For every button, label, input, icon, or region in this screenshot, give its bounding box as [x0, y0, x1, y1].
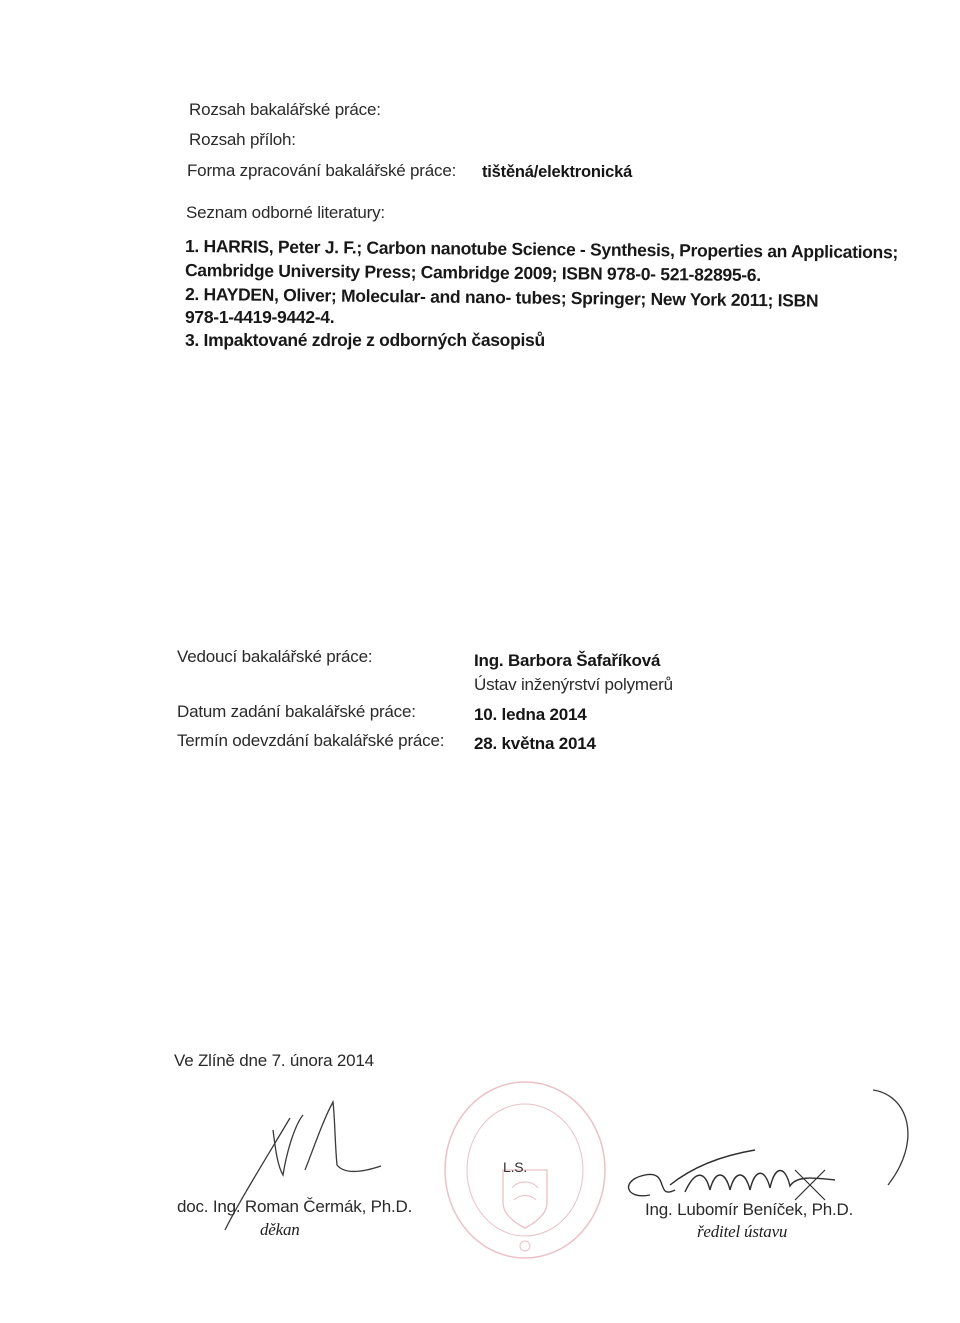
assigned-date-label: Datum zadání bakalářské práce: — [177, 702, 416, 721]
director-name: Ing. Lubomír Beníček, Ph.D. — [645, 1200, 854, 1219]
margin-bracket-mark — [868, 1085, 928, 1190]
thesis-scope-label: Rozsah bakalářské práce: — [189, 100, 381, 119]
form-value: tištěná/elektronická — [482, 163, 633, 181]
dean-title: děkan — [260, 1220, 300, 1239]
place-date: Ve Zlíně dne 7. února 2014 — [174, 1051, 374, 1070]
literature-heading: Seznam odborné literatury: — [186, 203, 385, 222]
stamp-ls-label: L.S. — [503, 1159, 528, 1175]
assigned-date-value: 10. ledna 2014 — [474, 705, 587, 724]
literature-line-2: Cambridge University Press; Cambridge 2009; ISBN 978-0- 521-82895-6. — [184, 260, 761, 286]
dean-name: doc. Ing. Roman Čermák, Ph.D. — [177, 1197, 413, 1216]
due-date-label: Termín odevzdání bakalářské práce: — [177, 731, 445, 750]
supervisor-institute: Ústav inženýrství polymerů — [474, 675, 673, 694]
appendix-scope-label: Rozsah příloh: — [189, 130, 296, 149]
director-title: ředitel ústavu — [697, 1222, 788, 1241]
literature-line-4: 978-1-4419-9442-4. — [185, 307, 335, 327]
due-date-value: 28. května 2014 — [474, 734, 596, 753]
literature-line-3: 2. HAYDEN, Oliver; Molecular- and nano- tubes; Springer; New York 2011; ISBN — [184, 284, 819, 311]
literature-line-5: 3. Impaktované zdroje z odborných časopisů — [185, 330, 545, 350]
supervisor-name: Ing. Barbora Šafaříková — [474, 651, 661, 670]
literature-line-1: 1. HARRIS, Peter J. F.; Carbon nanotube Science - Synthesis, Properties an Applications; — [184, 236, 899, 263]
form-label: Forma zpracování bakalářské práce: — [187, 161, 457, 180]
supervisor-label: Vedoucí bakalářské práce: — [177, 647, 373, 666]
